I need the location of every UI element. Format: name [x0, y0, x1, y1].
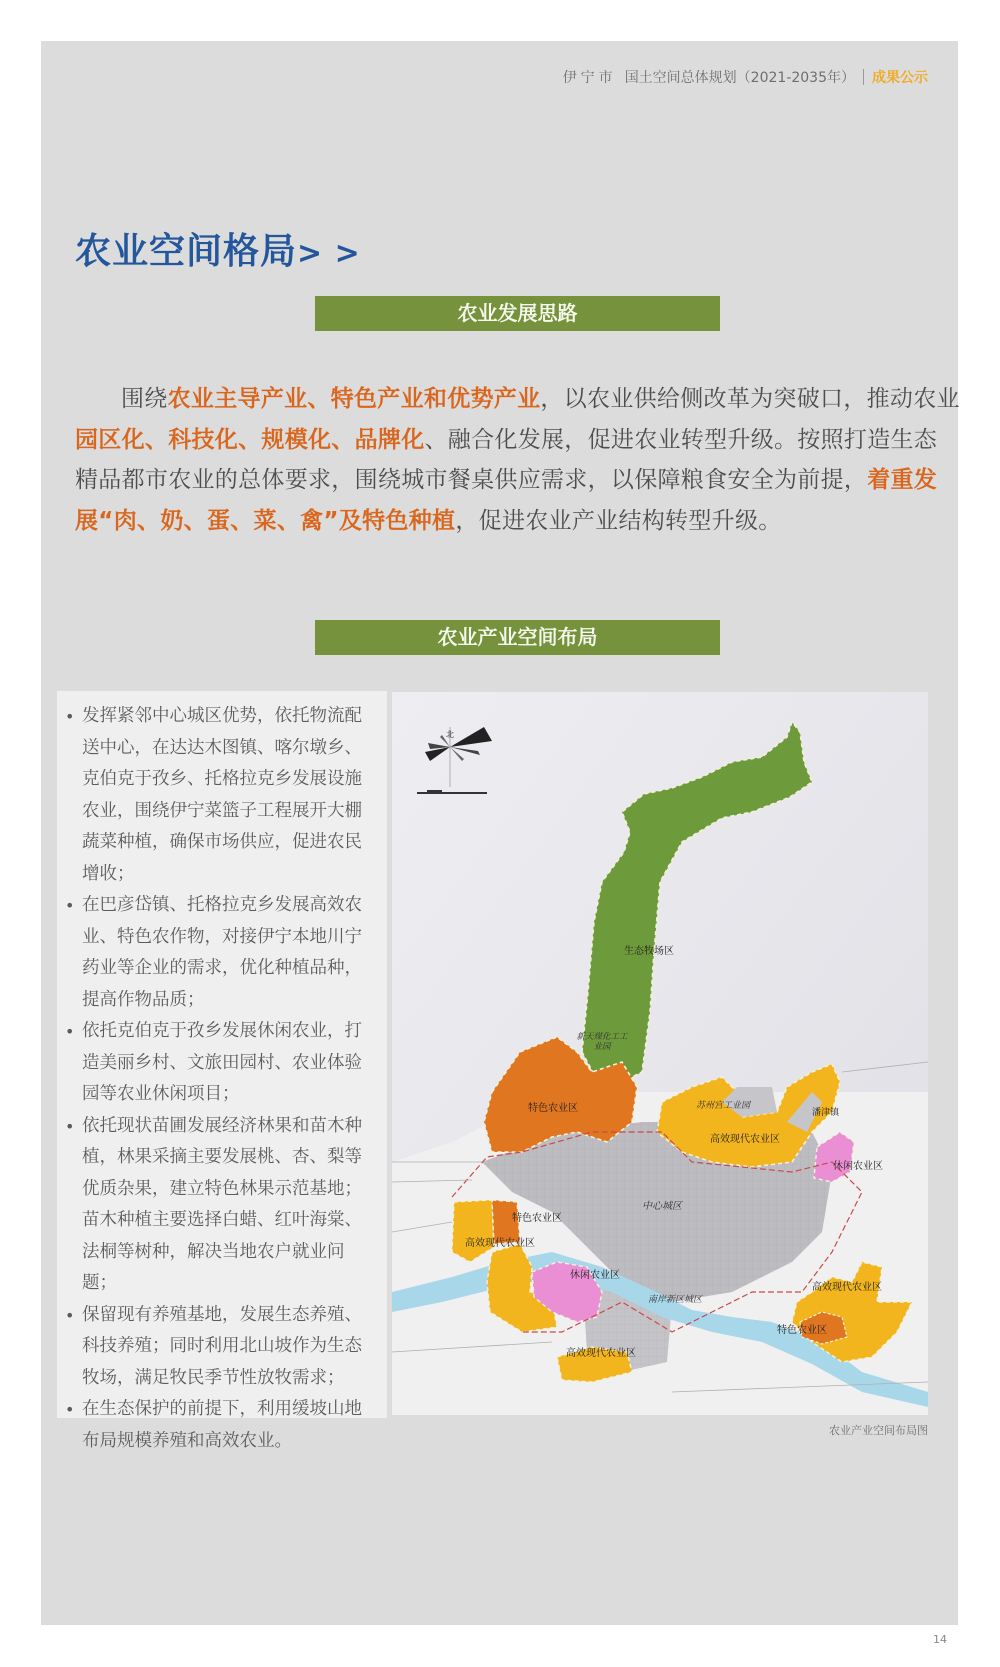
header-divider — [863, 69, 864, 85]
section-title-text: 农业空间格局 — [75, 231, 298, 272]
label-special-ag-1: 特色农业区 — [528, 1103, 578, 1114]
label-special-ag-3: 特色农业区 — [777, 1325, 827, 1336]
document-page — [41, 41, 958, 1625]
label-industrial-park: 新天煤化工工业园 — [576, 1032, 628, 1052]
page-number: 14 — [933, 1633, 947, 1646]
bullet-icon: • — [65, 1022, 75, 1041]
header-tag: 成果公示 — [872, 70, 928, 86]
map-graphic — [392, 692, 928, 1415]
bullet-icon: • — [65, 896, 75, 915]
bullet-icon: • — [65, 1116, 75, 1136]
bullet-icon: • — [65, 707, 75, 726]
label-leisure-ag-2: 休闲农业区 — [570, 1270, 620, 1281]
bullet-icon: • — [65, 1400, 75, 1419]
label-eco-pasture: 生态牧场区 — [624, 946, 674, 957]
intro-highlight: 园区化、科技化、规模化、品牌化 — [75, 426, 425, 453]
intro-seg: 围绕 — [121, 386, 168, 412]
label-central-city: 中心城区 — [642, 1201, 682, 1212]
header-plan-title: 国土空间总体规划（2021-2035年） — [624, 70, 855, 86]
list-item-text: 依托克伯克于孜乡发展休闲农业，打造美丽乡村、文旅田园村、农业体验园等农业休闲项目； — [82, 1021, 362, 1104]
banner-spatial-layout: 农业产业空间布局 — [315, 620, 720, 655]
agriculture-layout-map — [392, 692, 928, 1415]
list-item — [65, 1016, 379, 1111]
label-south-bank: 南岸新区城区 — [648, 1295, 703, 1305]
list-item-text: 在生态保护的前提下，利用缓坡山地布局规模养殖和高效农业。 — [82, 1399, 362, 1451]
list-item — [65, 1300, 379, 1395]
list-item-text: 保留现有养殖基地，发展生态养殖、科技养殖；同时利用北山坡作为生态牧场，满足牧民季节性放牧需求； — [82, 1304, 362, 1388]
label-special-ag-2: 特色农业区 — [512, 1213, 562, 1224]
list-item — [65, 701, 379, 890]
section-title-arrows: > > — [297, 236, 361, 271]
label-efficient-ag-4: 高效现代农业区 — [566, 1348, 636, 1359]
intro-seg: 、融合化发展，促进农业转型升级。按照打造生态精品都市农业的总体要求，围绕城市餐桌供应需求，以保障粮食安全为前提， — [75, 426, 938, 493]
list-item-text: 在巴彦岱镇、托格拉克乡发展高效农业、特色农作物，对接伊宁本地川宁药业等企业的需求，优化种植品种，提高作物品质； — [82, 895, 362, 1010]
label-efficient-ag-1: 高效现代农业区 — [710, 1134, 780, 1145]
list-item — [65, 1111, 379, 1300]
section-title — [75, 223, 361, 274]
intro-seg: ，以农业供给侧改革为突破口，推动农业 — [540, 386, 960, 412]
list-item-text: 发挥紧邻中心城区优势，依托物流配送中心，在达达木图镇、喀尔墩乡、克伯克于孜乡、托格拉克乡发展设施农业，围绕伊宁菜篮子工程展开大棚蔬菜种植，确保市场供应，促进农民增收； — [82, 706, 362, 884]
label-panjin-town: 潘津镇 — [812, 1108, 840, 1118]
header-city: 伊宁市 — [562, 70, 617, 86]
label-efficient-ag-2: 高效现代农业区 — [465, 1238, 535, 1249]
bullet-icon: • — [65, 1305, 75, 1325]
label-suzhou-park: 苏州宫工业园 — [696, 1101, 751, 1111]
intro-paragraph — [75, 379, 960, 541]
list-item — [65, 890, 379, 1016]
strategy-list-panel — [57, 691, 387, 1451]
intro-seg: ，促进农业产业结构转型升级。 — [455, 507, 782, 534]
page-header — [563, 67, 928, 87]
map-caption: 农业产业空间布局图 — [829, 1424, 928, 1437]
banner-development-ideas: 农业发展思路 — [315, 296, 720, 331]
label-efficient-ag-3: 高效现代农业区 — [812, 1282, 882, 1293]
list-item — [65, 1394, 379, 1457]
intro-highlight: 着重发展“肉、奶、蛋、菜、禽”及特色种植 — [75, 467, 938, 534]
strategy-list — [57, 691, 387, 1457]
label-leisure-ag-1: 休闲农业区 — [833, 1161, 883, 1172]
compass-north-label: 北 — [446, 730, 454, 739]
intro-highlight: 农业主导产业、特色产业和优势产业 — [167, 386, 541, 412]
list-item-text: 依托现状苗圃发展经济林果和苗木种植，林果采摘主要发展桃、杏、梨等优质杂果，建立特色林果示范基地；苗木种植主要选择白蜡、红叶海棠、法桐等树种，解决当地农户就业问题； — [82, 1115, 362, 1293]
